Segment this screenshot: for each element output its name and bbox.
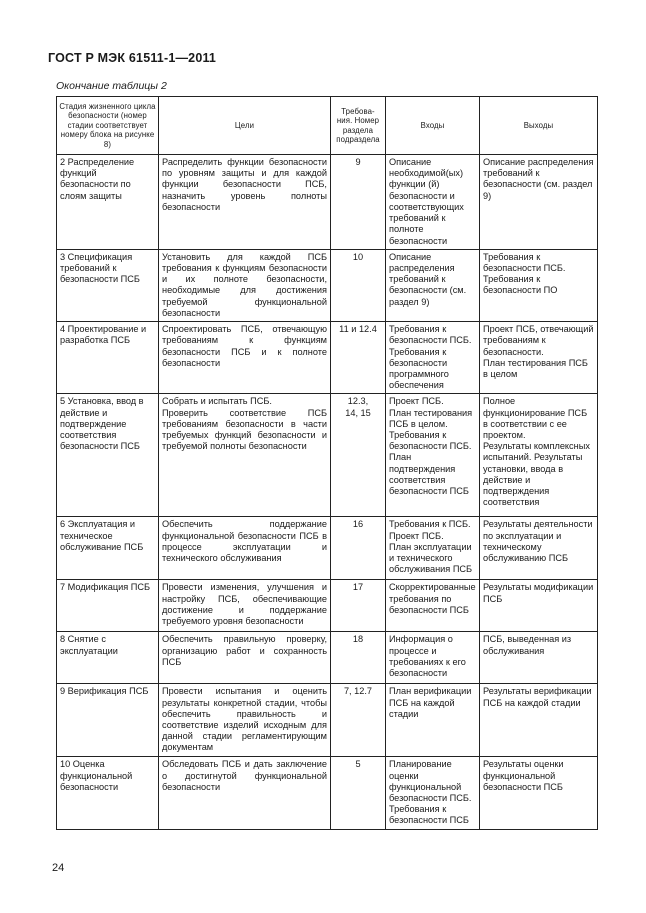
cell-inputs: Требования к ПСБ. Проект ПСБ. План эксплуатации и технического обслуживания ПСБ (386, 517, 480, 580)
cell-outputs: Результаты деятельности по эксплуатации и техническому обслуживанию ПСБ (480, 517, 598, 580)
cell-goals: Обеспечить правильную проверку, организацию работ и сохранность ПСБ (159, 632, 331, 684)
table-row (57, 580, 598, 632)
cell-stage: 7 Модификация ПСБ (57, 580, 159, 632)
cell-outputs: Требования к безопасности ПСБ. Требования к безопасности ПО (480, 249, 598, 321)
column-header-goals: Цели (159, 97, 331, 155)
cell-goals: Провести изменения, улучшения и настройку ПСБ, обеспечивающие достижение и поддержание требуемого уровня безопасности (159, 580, 331, 632)
table-row (57, 632, 598, 684)
cell-requirement: 18 (331, 632, 386, 684)
cell-stage: 5 Установка, ввод в действие и подтверждение соответствия безопасности ПСБ (57, 394, 159, 517)
cell-inputs: План верификации ПСБ на каждой стадии (386, 684, 480, 757)
table-caption: Окончание таблицы 2 (56, 80, 167, 92)
column-header-stage: Стадия жизненного цикла безопасности (номер стадии соответствует номеру блока на рисунке 8) (57, 97, 159, 155)
cell-requirement: 17 (331, 580, 386, 632)
document-header: ГОСТ Р МЭК 61511-1—2011 (48, 51, 217, 65)
cell-stage: 2 Распределение функций безопасности по слоям защиты (57, 155, 159, 250)
cell-goals: Установить для каждой ПСБ требования к функциям безопасности и их полноте безопасности, необходимые для достижения требуемой функциональной безопасности (159, 249, 331, 321)
column-header-inputs: Входы (386, 97, 480, 155)
cell-requirement: 16 (331, 517, 386, 580)
cell-stage: 10 Оценка функциональной безопасности (57, 757, 159, 829)
cell-requirement: 11 и 12.4 (331, 322, 386, 394)
table-header-row (57, 97, 598, 155)
cell-goals: Обследовать ПСБ и дать заключение о достигнутой функциональной безопасности (159, 757, 331, 829)
cell-requirement: 7, 12.7 (331, 684, 386, 757)
cell-inputs: Описание необходимой(ых) функции (й) безопасности и соответствующих требований к полноте безопасности (386, 155, 480, 250)
cell-inputs: Планирование оценки функциональной безопасности ПСБ. Требования к безопасности ПСБ (386, 757, 480, 829)
cell-goals: Провести испытания и оценить результаты конкретной стадии, чтобы обеспечить правильность и соответствие изделий исходным для данной стадии регламентирующим документам (159, 684, 331, 757)
cell-inputs: Проект ПСБ. План тестирования ПСБ в целом. Требования к безопасности ПСБ. План подтверждения соответствия безопасности ПСБ (386, 394, 480, 517)
cell-outputs: Результаты верификации ПСБ на каждой стадии (480, 684, 598, 757)
cell-outputs: Проект ПСБ, отвечающий требованиям к безопасности. План тестирования ПСБ в целом (480, 322, 598, 394)
cell-goals: Обеспечить поддержание функциональной безопасности ПСБ в процессе эксплуатации и технического обслуживания (159, 517, 331, 580)
cell-requirement: 12.3, 14, 15 (331, 394, 386, 517)
table-row (57, 757, 598, 829)
cell-goals: Спроектировать ПСБ, отвечающую требованиям к функциям безопасности ПСБ и к полноте безопасности (159, 322, 331, 394)
cell-stage: 9 Верификация ПСБ (57, 684, 159, 757)
cell-requirement: 9 (331, 155, 386, 250)
cell-outputs: Результаты модификации ПСБ (480, 580, 598, 632)
cell-stage: 3 Спецификация требований к безопасности ПСБ (57, 249, 159, 321)
lifecycle-table (56, 96, 598, 830)
cell-inputs: Информация о процессе и требованиях к его безопасности (386, 632, 480, 684)
table-row (57, 517, 598, 580)
cell-stage: 4 Проектирование и разработка ПСБ (57, 322, 159, 394)
cell-outputs: ПСБ, выведенная из обслуживания (480, 632, 598, 684)
cell-requirement: 10 (331, 249, 386, 321)
table-row (57, 249, 598, 321)
column-header-requirements: Требова- ния. Номер раздела подраздела (331, 97, 386, 155)
cell-inputs: Скорректированные требования по безопасности ПСБ (386, 580, 480, 632)
cell-goals: Собрать и испытать ПСБ. Проверить соответствие ПСБ требованиям безопасности в части требуемых функций безопасности и требуемой полноты безопасности (159, 394, 331, 517)
cell-outputs: Результаты оценки функциональной безопасности ПСБ (480, 757, 598, 829)
table-row (57, 155, 598, 250)
page-number: 24 (52, 862, 65, 874)
cell-inputs: Описание распределения требований к безопасности (см. раздел 9) (386, 249, 480, 321)
column-header-outputs: Выходы (480, 97, 598, 155)
cell-outputs: Описание распределения требований к безопасности (см. раздел 9) (480, 155, 598, 250)
table-row (57, 322, 598, 394)
cell-requirement: 5 (331, 757, 386, 829)
cell-goals: Распределить функции безопасности по уровням защиты и для каждой функции безопасности ПСБ, назначить уровень полноты безопасности (159, 155, 331, 250)
cell-stage: 8 Снятие с эксплуатации (57, 632, 159, 684)
table-row (57, 684, 598, 757)
cell-outputs: Полное функционирование ПСБ в соответствии с ее проектом. Результаты комплексных испытаний. Результаты установки, ввода в действие и подтверждения соответствия (480, 394, 598, 517)
table-row (57, 394, 598, 517)
cell-inputs: Требования к безопасности ПСБ. Требования к безопасности программного обеспечения (386, 322, 480, 394)
cell-stage: 6 Эксплуатация и техническое обслуживание ПСБ (57, 517, 159, 580)
